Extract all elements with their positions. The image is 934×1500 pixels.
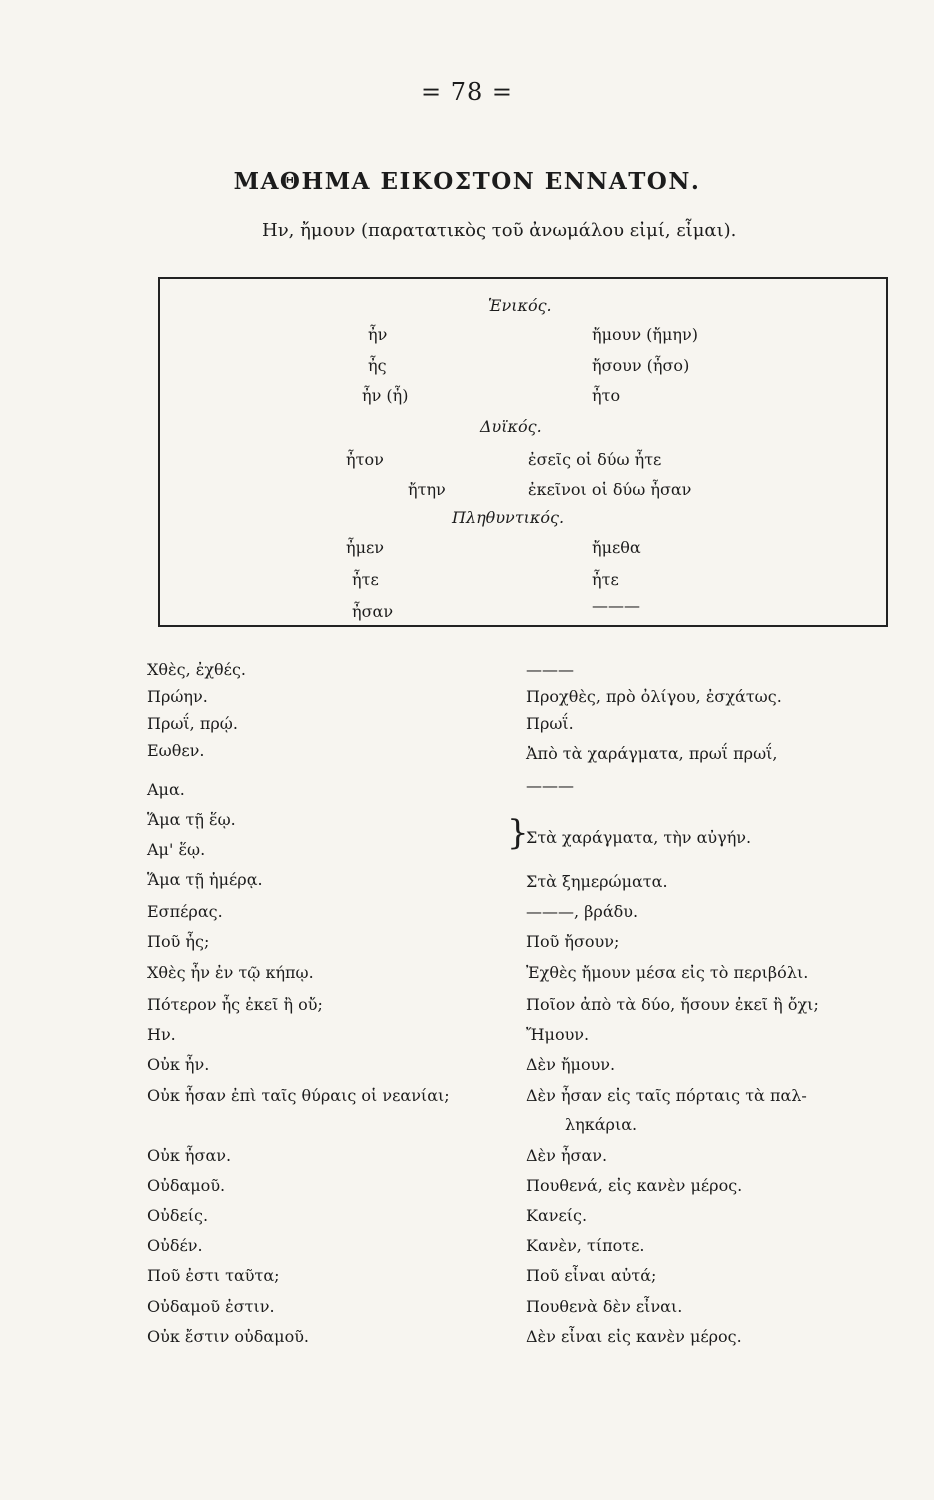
singular-label: Ἑνικός. <box>488 296 552 315</box>
vocab-left: Χθὲς ἦν ἐν τῷ κήπῳ. <box>147 963 314 982</box>
vocab-right: Κανείς. <box>526 1206 588 1225</box>
vocab-right: Πουθενά, εἰς κανὲν μέρος. <box>526 1176 743 1195</box>
table-cell-right: ἤμεθα <box>592 538 641 557</box>
vocab-left: Οὐκ ἔστιν οὐδαμοῦ. <box>147 1327 310 1346</box>
vocab-left: Ποῦ ἦς; <box>147 932 210 951</box>
vocab-left: Ην. <box>147 1025 176 1044</box>
page-number: = 78 = <box>420 78 513 106</box>
vocab-left: Εσπέρας. <box>147 902 223 921</box>
vocab-left: Οὐδέν. <box>147 1236 203 1255</box>
vocab-right: Δὲν ἦσαν εἰς ταῖς πόρταις τὰ παλ- <box>526 1086 807 1105</box>
vocab-left: Ἅμα τῇ ἕῳ. <box>147 810 236 829</box>
vocab-left: Ποῦ ἐστι ταῦτα; <box>147 1266 280 1285</box>
table-cell-right: ἦτε <box>592 570 619 589</box>
plural-label: Πληθυντικός. <box>452 508 565 527</box>
vocab-right: Ποῦ ἤσουν; <box>526 932 620 951</box>
table-cell-left: ἦμεν <box>346 538 384 557</box>
vocab-right: Προχθὲς, πρὸ ὀλίγου, ἐσχάτως. <box>526 687 782 706</box>
conjugation-table <box>158 277 888 627</box>
vocab-left: Οὐκ ἦν. <box>147 1055 210 1074</box>
vocab-right: Ἐχθὲς ἤμουν μέσα εἰς τὸ περιβόλι. <box>526 963 809 982</box>
table-cell-left: ἤτην <box>408 480 446 499</box>
vocab-left: Πότερον ἦς ἐκεῖ ἢ οὔ; <box>147 995 323 1014</box>
vocab-left: Αμ' ἕῳ. <box>147 840 206 859</box>
vocab-right: Ποῦ εἶναι αὐτά; <box>526 1266 657 1285</box>
table-cell-right: ἦτο <box>592 386 621 405</box>
curly-brace: } <box>507 813 529 853</box>
vocab-left: Οὐδείς. <box>147 1206 209 1225</box>
table-cell-left: ἦν <box>368 325 388 344</box>
vocab-right: ———, βράδυ. <box>526 902 639 921</box>
vocab-left: Οὐδαμοῦ. <box>147 1176 226 1195</box>
vocab-right: Πρωΐ. <box>526 714 574 733</box>
lesson-title: ΜΑΘΗΜΑ ΕΙΚΟΣΤΟΝ ΕΝΝΑΤΟΝ. <box>233 168 701 195</box>
table-cell-left: ἦν (ἦ) <box>362 386 409 405</box>
vocab-right: Δὲν εἶναι εἰς κανὲν μέρος. <box>526 1327 742 1346</box>
vocab-right: ——— <box>526 776 574 795</box>
lesson-subtitle: Ην, ἤμουν (παρατατικὸς τοῦ ἀνωμάλου εἰμί, εἶμαι). <box>262 220 737 241</box>
vocab-right: Ποῖον ἀπὸ τὰ δύο, ἤσουν ἐκεῖ ἢ ὄχι; <box>526 995 819 1014</box>
table-cell-left: ἦς <box>368 356 387 375</box>
table-cell-left: ἦτον <box>346 450 384 469</box>
vocab-left: Χθὲς, ἐχθές. <box>147 660 246 679</box>
vocab-right: Πουθενὰ δὲν εἶναι. <box>526 1297 683 1316</box>
vocab-left: Πρώην. <box>147 687 208 706</box>
table-cell-right: ἐκεῖνοι οἱ δύω ἦσαν <box>528 480 692 499</box>
vocab-left: Πρωΐ, πρῴ. <box>147 714 238 733</box>
vocab-right: Ἤμουν. <box>526 1025 590 1044</box>
vocab-left: Οὐδαμοῦ ἐστιν. <box>147 1297 275 1316</box>
vocab-left: Αμα. <box>147 780 185 799</box>
vocab-right: Δὲν ἤμουν. <box>526 1055 616 1074</box>
vocab-right: Ἀπὸ τὰ χαράγματα, πρωΐ πρωΐ, <box>526 744 778 763</box>
table-cell-right: ἐσεῖς οἱ δύω ἦτε <box>528 450 662 469</box>
vocab-left: Ἅμα τῇ ἡμέρᾳ. <box>147 870 263 889</box>
table-cell-right: ——— <box>592 596 640 615</box>
vocab-left: Εωθεν. <box>147 741 205 760</box>
brace-text: Στὰ χαράγματα, τὴν αὐγήν. <box>526 828 752 847</box>
table-cell-right: ἤσουν (ἦσο) <box>592 356 690 375</box>
vocab-right: Στὰ ξημερώματα. <box>526 872 668 891</box>
vocab-left: Οὐκ ἦσαν ἐπὶ ταῖς θύραις οἱ νεανίαι; <box>147 1086 450 1105</box>
vocab-right: ληκάρια. <box>565 1115 638 1134</box>
dual-label: Δυϊκός. <box>480 417 542 436</box>
vocab-left: Οὐκ ἦσαν. <box>147 1146 232 1165</box>
table-cell-left: ἦσαν <box>352 602 394 621</box>
vocab-right: Δὲν ἦσαν. <box>526 1146 608 1165</box>
vocab-right: Κανὲν, τίποτε. <box>526 1236 645 1255</box>
table-cell-left: ἦτε <box>352 570 379 589</box>
vocab-right: ——— <box>526 660 574 679</box>
table-cell-right: ἤμουν (ἤμην) <box>592 325 698 344</box>
